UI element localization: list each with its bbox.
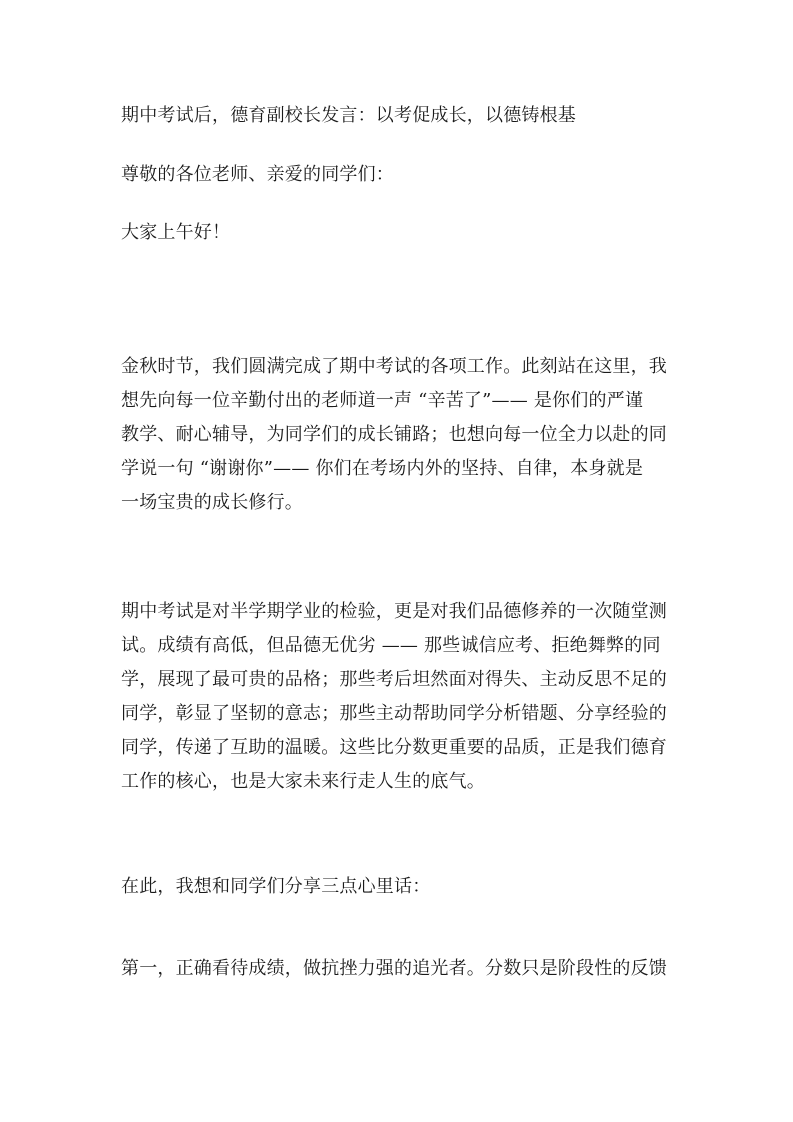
paragraph-line: 同学，彰显了坚韧的意志；那些主动帮助同学分析错题、分享经验的 — [121, 703, 667, 724]
greeting: 大家上午好！ — [121, 222, 231, 243]
paragraph-line: 在此，我想和同学们分享三点心里话： — [121, 876, 431, 897]
paragraph-line: 学说一句 “谢谢你”—— 你们在考场内外的坚持、自律，本身就是 — [121, 458, 644, 479]
paragraph-line: 一场宝贵的成长修行。 — [121, 492, 303, 513]
paragraph-line: 学，展现了最可贵的品格；那些考后坦然面对得失、主动反思不足的 — [121, 669, 667, 690]
paragraph-line: 想先向每一位辛勤付出的老师道一声 “辛苦了”—— 是你们的严谨 — [121, 390, 644, 411]
salutation: 尊敬的各位老师、亲爱的同学们： — [121, 164, 394, 185]
paragraph-line: 教学、耐心辅导，为同学们的成长铺路；也想向每一位全力以赴的同 — [121, 424, 667, 445]
paragraph-line: 试。成绩有高低，但品德无优劣 —— 那些诚信应考、拒绝舞弊的同 — [121, 635, 661, 656]
paragraph-line: 期中考试是对半学期学业的检验，更是对我们品德修养的一次随堂测 — [121, 601, 667, 622]
paragraph-line: 同学，传递了互助的温暖。这些比分数更重要的品质，正是我们德育 — [121, 737, 667, 758]
paragraph-line: 金秋时节，我们圆满完成了期中考试的各项工作。此刻站在这里，我 — [121, 356, 667, 377]
document-title: 期中考试后，德育副校长发言：以考促成长，以德铸根基 — [121, 105, 576, 126]
paragraph-line: 第一，正确看待成绩，做抗挫力强的追光者。分数只是阶段性的反馈 — [121, 958, 667, 979]
paragraph-line: 工作的核心，也是大家未来行走人生的底气。 — [121, 771, 485, 792]
